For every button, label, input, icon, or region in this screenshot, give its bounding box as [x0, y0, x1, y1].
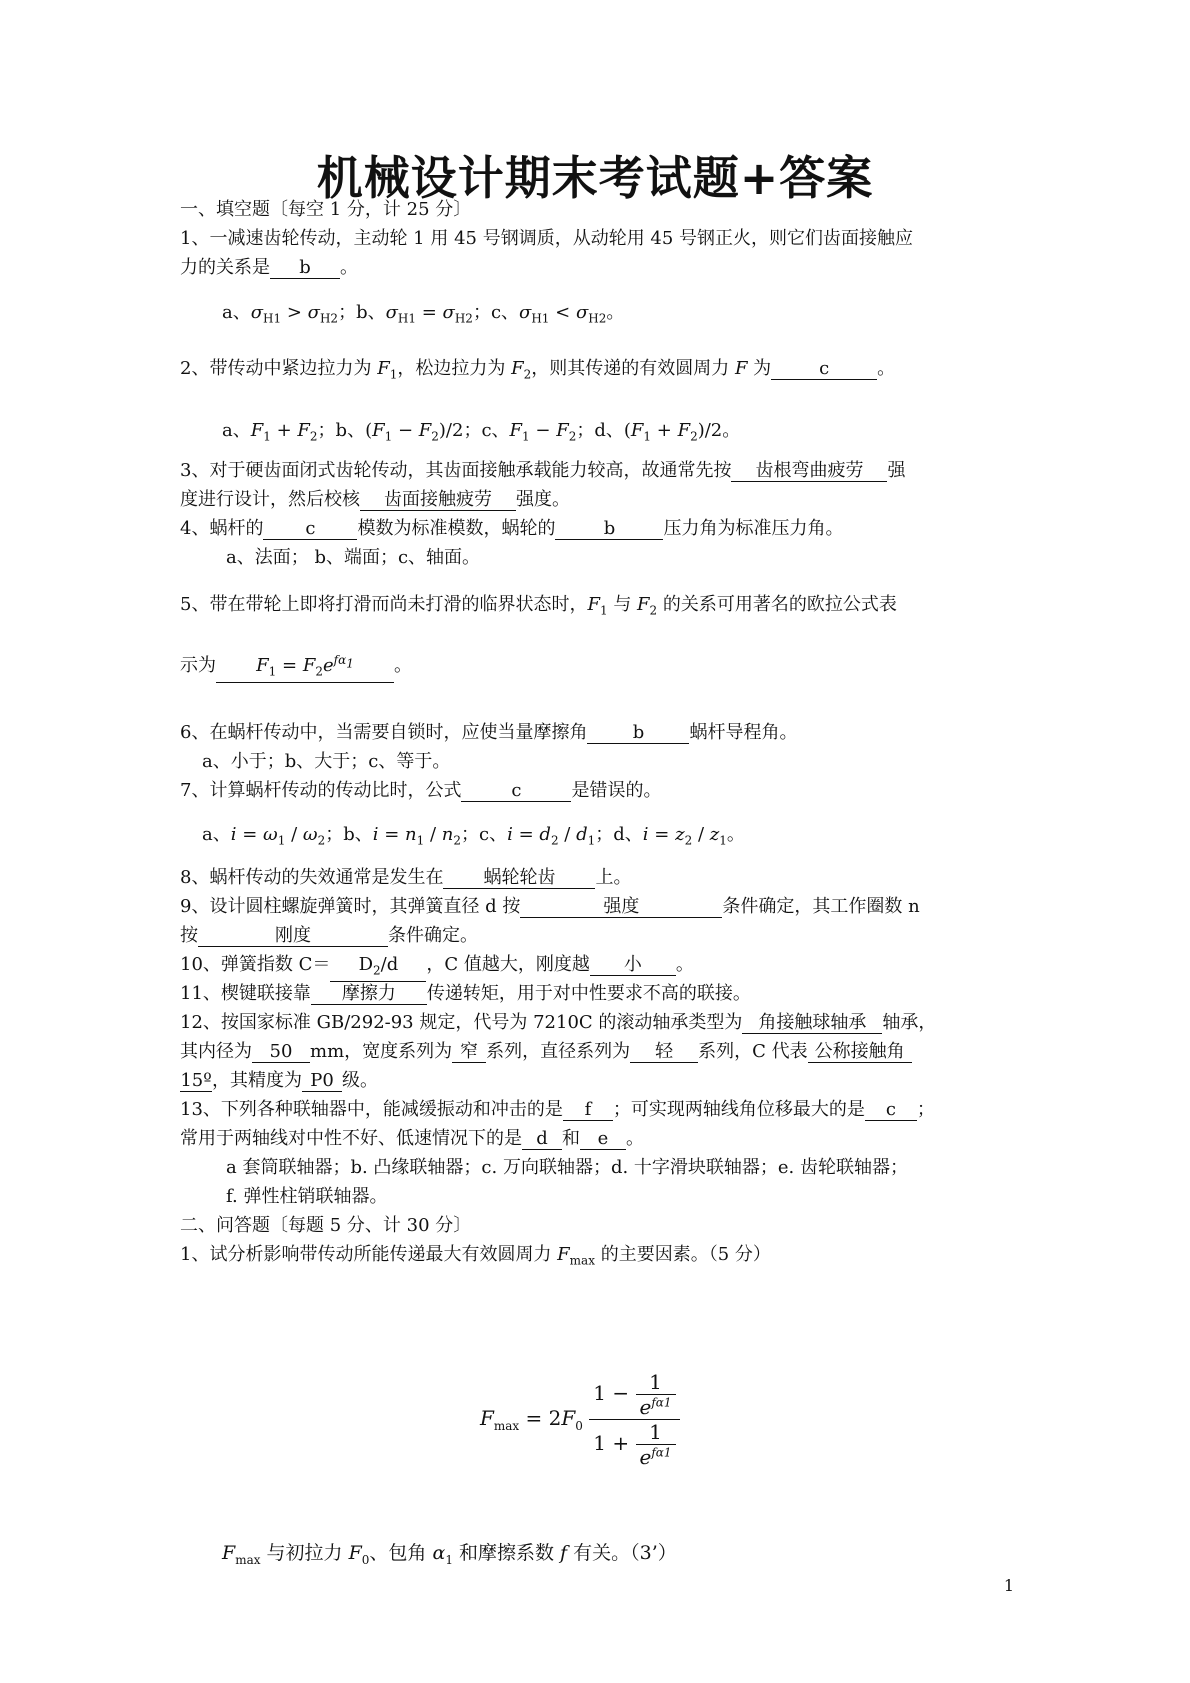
q7-line: 7、计算蜗杆传动的传动比时，公式 c 是错误的。	[180, 780, 662, 801]
s2-q1-text: 1、试分析影响带传动所能传递最大有效圆周力 $F_{max}$ 的主要因素。（5 分）	[180, 1244, 771, 1268]
q3-answer2: 齿面接触疲劳	[360, 490, 516, 511]
q11-line: 11、楔键联接靠 摩擦力 传递转矩，用于对中性要求不高的联接。	[180, 983, 751, 1004]
q2-line: 2、带传动中紧边拉力为 $F_1$，松边拉力为 $F_2$，则其传递的有效圆周力 F 为 c 。	[180, 358, 896, 382]
page-number: 1	[1003, 1576, 1014, 1595]
q6-answer: b	[587, 723, 689, 744]
q13-line1: 13、下列各种联轴器中，能减缓振动和冲击的是 f ；可实现两轴线角位移最大的是 c ；	[180, 1099, 935, 1120]
q10-line: 10、弹簧指数 $C= D_2/d$ ，C 值越大，刚度越 小 。	[180, 952, 694, 982]
q12-answer5b: 15º	[180, 1070, 212, 1091]
q13-answer4: e	[580, 1129, 626, 1150]
q1-answer: b	[270, 258, 340, 279]
fmax-formula: $F_{max} = 2F_0$ 1 − $\frac{1}{e^{f\alpha 1}}$ 1 + $\frac{1}{e^{f\alpha 1}}$	[480, 1370, 680, 1469]
q13-answer2: c	[865, 1100, 917, 1121]
q12-answer1: 角接触球轴承	[742, 1013, 882, 1034]
q13-options-a: a 套筒联轴器；b. 凸缘联轴器；c. 万向联轴器；d. 十字滑块联轴器；e. 齿轮联轴器；	[226, 1157, 909, 1178]
q12-line2: 其内径为 50 mm，宽度系列为 窄 系列，直径系列为 轻 系列，C 代表 公称接触角	[180, 1039, 912, 1065]
q6-options: a、小于；b、大于；c、等于。	[202, 751, 451, 772]
q3-line2: 度进行设计，然后校核 齿面接触疲劳 强度。	[180, 489, 570, 510]
q10-answer1: $D_2/d$	[330, 955, 426, 982]
q4-options: a、法面； b、端面；c、轴面。	[226, 547, 481, 568]
q13-options-b: f. 弹性柱销联轴器。	[226, 1186, 388, 1207]
q13-answer3: d	[522, 1129, 562, 1150]
q9-answer1: 强度	[520, 897, 722, 918]
q12-answer4: 轻	[630, 1042, 698, 1063]
s2-q1-answer: $F_{max}$ 与初拉力 $F_0$、包角 $\alpha_1$ 和摩擦系数 f 有关。（3’）	[222, 1542, 677, 1567]
q13-answer1: f	[563, 1100, 613, 1121]
q5-answer: $F_1 = F_2e^{f\alpha_1}$	[216, 650, 394, 683]
q1-line2: 力的关系是 b 。	[180, 257, 358, 278]
q5-line1: 5、带在带轮上即将打滑而尚未打滑的临界状态时，$F_1$ 与 $F_2$ 的关系可用著名的欧拉公式表	[180, 594, 897, 618]
q6-line: 6、在蜗杆传动中，当需要自锁时，应使当量摩擦角 b 蜗杆导程角。	[180, 722, 798, 743]
q2-options: a、$F_1 + F_2$；b、$(F_1 - F_2)/2$；c、$F_1 - F_2$；d、$(F_1 + F_2)/2$。	[222, 420, 741, 444]
q1-text: 1、一减速齿轮传动，主动轮 1 用 45 号钢调质，从动轮用 45 号钢正火，则它们齿面接触应	[180, 228, 914, 249]
q8-answer: 蜗轮轮齿	[443, 868, 595, 889]
q9-answer2: 刚度	[198, 926, 388, 947]
q13-line2: 常用于两轴线对中性不好、低速情况下的是 d 和 e 。	[180, 1128, 644, 1149]
q4-line: 4、蜗杆的 c 模数为标准模数，蜗轮的 b 压力角为标准压力角。	[180, 518, 844, 539]
q12-answer2: 50	[252, 1042, 310, 1063]
q7-answer: c	[461, 781, 571, 802]
q7-options: a、$i = \omega_1 / \omega_2$；b、$i = n_1 / n_2$；c、$i = d_2 / d_1$；d、$i = z_2 / z_1$。	[202, 824, 745, 848]
q12-line1: 12、按国家标准 GB/292-93 规定，代号为 7210C 的滚动轴承类型为 角接触球轴承 轴承，	[180, 1012, 937, 1033]
q4-answer2: b	[555, 519, 663, 540]
q9-line1: 9、设计圆柱螺旋弹簧时，其弹簧直径 d 按 强度 条件确定，其工作圈数 n	[180, 896, 920, 917]
q12-answer3: 窄	[452, 1042, 486, 1063]
q11-answer: 摩擦力	[311, 984, 427, 1005]
document-title: 机械设计期末考试题+答案	[316, 151, 874, 205]
q4-answer1: c	[263, 519, 357, 540]
fmax-fraction: 1 − $\frac{1}{e^{f\alpha 1}}$ 1 + $\frac{1}{e^{f\alpha 1}}$	[589, 1370, 679, 1469]
q12-answer6: P0	[302, 1071, 342, 1092]
q10-answer2: 小	[590, 955, 676, 976]
q8-line: 8、蜗杆传动的失效通常是发生在 蜗轮轮齿 上。	[180, 867, 632, 888]
q2-answer: c	[771, 359, 877, 380]
section1-heading: 一、填空题〔每空 1 分，计 25 分〕	[180, 199, 472, 220]
q3-answer1: 齿根弯曲疲劳	[731, 461, 887, 482]
section2-heading: 二、问答题〔每题 5 分、计 30 分〕	[180, 1215, 472, 1236]
q1-options: a、$\sigma_{H1} > \sigma_{H2}$；b、$\sigma_{H1} = \sigma_{H2}$；c、$\sigma_{H1} < \sigma_{H2}$。	[222, 302, 625, 326]
q9-line2: 按 刚度 条件确定。	[180, 925, 478, 946]
q3-line1: 3、对于硬齿面闭式齿轮传动，其齿面接触承载能力较高，故通常先按 齿根弯曲疲劳 强	[180, 460, 906, 481]
q12-line3: 15º，其精度为 P0 级。	[180, 1070, 378, 1091]
q12-answer5: 公称接触角	[808, 1042, 912, 1063]
q5-line2: 示为 $F_1 = F_2e^{f\alpha_1}$ 。	[180, 650, 412, 683]
